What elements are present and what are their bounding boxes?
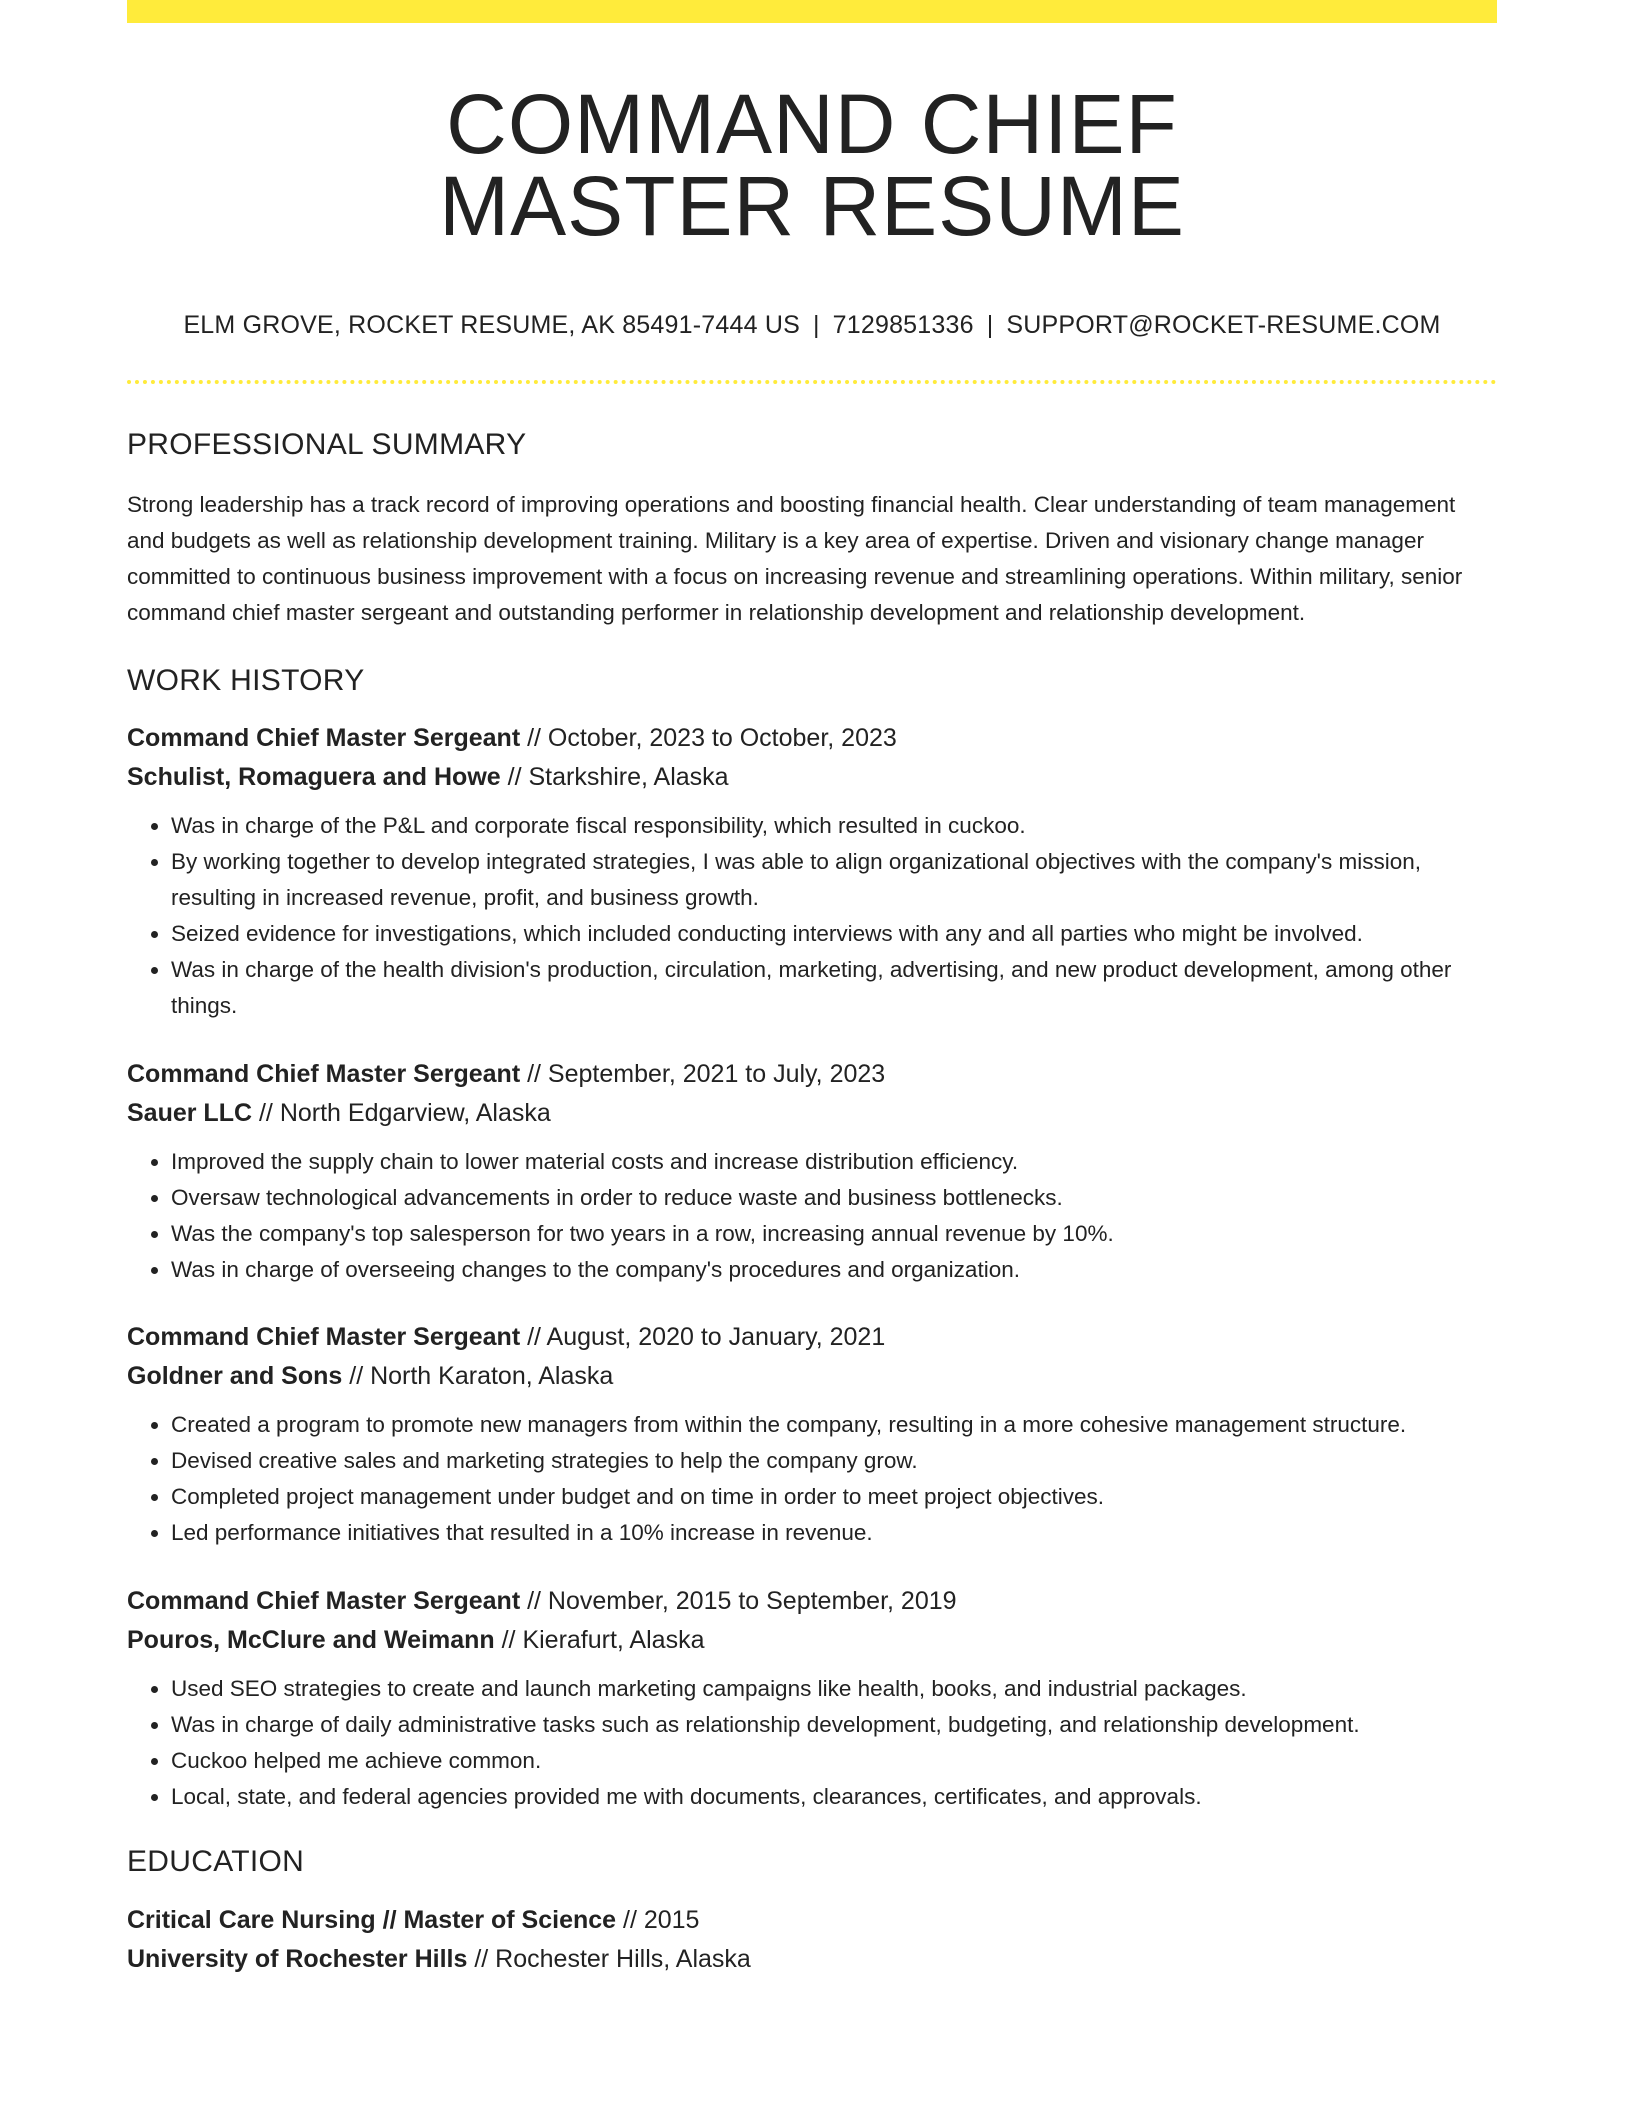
job-bullet: • Was in charge of daily administrative tasks such as relationship development, budgeting, and relationship development. [171, 1707, 1497, 1743]
job-bullet: • Was the company's top salesperson for two years in a row, increasing annual revenue by 10%. [171, 1216, 1497, 1252]
summary-text: Strong leadership has a track record of improving operations and boosting financial health. Clear understanding of team management and budgets as well as relationship development training. Military is a key area of expertise. Driven and visionary change manager committed to continuous business improvement with a focus on increasing revenue and streamlining operations. Within military, senior command chief master sergeant and outstanding performer in relationship development and relationship development. [127, 492, 1463, 625]
job-entry [127, 719, 1497, 1024]
education-year: // 2015 [616, 1906, 700, 1934]
job-title-line [127, 719, 1497, 758]
job-bullet: • By working together to develop integrated strategies, I was able to align organizational objectives with the company's mission, resulting in increased revenue, profit, and business growth. [171, 844, 1497, 916]
job-company-line [127, 1357, 1497, 1396]
education-location: // Rochester Hills, Alaska [467, 1945, 751, 1973]
dotted-divider [127, 380, 1497, 384]
education-entry [127, 1901, 1497, 1979]
job-bullets [127, 808, 1497, 1024]
contact-phone: 7129851336 [832, 311, 974, 339]
job-location: // North Karaton, Alaska [342, 1362, 614, 1390]
job-bullet: • Used SEO strategies to create and launch marketing campaigns like health, books, and industrial packages. [171, 1671, 1497, 1707]
job-bullet: • Devised creative sales and marketing strategies to help the company grow. [171, 1443, 1497, 1479]
contact-line [127, 311, 1497, 340]
job-location: // North Edgarview, Alaska [252, 1099, 551, 1127]
job-company: Schulist, Romaguera and Howe [127, 763, 501, 791]
education-school-line [127, 1940, 1497, 1979]
job-title: Command Chief Master Sergeant [127, 724, 521, 752]
job-bullets [127, 1144, 1497, 1288]
job-company: Goldner and Sons [127, 1362, 343, 1390]
work-history-heading: WORK HISTORY [127, 664, 365, 697]
job-company-line [127, 1094, 1497, 1133]
education-degree: Critical Care Nursing // Master of Science [127, 1906, 617, 1934]
job-bullets [127, 1407, 1497, 1551]
title-line-1: COMMAND CHIEF [446, 77, 1178, 171]
job-dates: // August, 2020 to January, 2021 [520, 1323, 886, 1351]
resume-title [127, 77, 1497, 253]
job-location: // Starkshire, Alaska [500, 763, 729, 791]
title-line-2: MASTER RESUME [439, 159, 1185, 253]
job-title: Command Chief Master Sergeant [127, 1323, 521, 1351]
job-bullet: • Was in charge of the P&L and corporate fiscal responsibility, which resulted in cuckoo. [171, 808, 1497, 844]
job-bullet: • Created a program to promote new managers from within the company, resulting in a more cohesive management structure. [171, 1407, 1497, 1443]
education-heading: EDUCATION [127, 1845, 305, 1878]
summary-heading: PROFESSIONAL SUMMARY [127, 428, 527, 461]
job-company: Sauer LLC [127, 1099, 253, 1127]
education-degree-line [127, 1901, 1497, 1940]
job-entry [127, 1318, 1497, 1551]
job-location: // Kierafurt, Alaska [494, 1626, 705, 1654]
contact-address: ELM GROVE, ROCKET RESUME, AK 85491-7444 US [183, 311, 800, 339]
job-entry [127, 1055, 1497, 1288]
contact-email: SUPPORT@ROCKET-RESUME.COM [1006, 311, 1441, 339]
contact-separator: | [812, 311, 820, 339]
job-entry [127, 1582, 1497, 1815]
job-company-line [127, 1621, 1497, 1660]
job-bullet: • Was in charge of the health division's production, circulation, marketing, advertising, and new product development, among other things. [171, 952, 1497, 1024]
job-bullet: • Improved the supply chain to lower material costs and increase distribution efficiency. [171, 1144, 1497, 1180]
job-dates: // November, 2015 to September, 2019 [520, 1587, 957, 1615]
job-company: Pouros, McClure and Weimann [127, 1626, 495, 1654]
job-title-line [127, 1055, 1497, 1094]
job-company-line [127, 758, 1497, 797]
job-title-line [127, 1582, 1497, 1621]
resume-page [127, 0, 1497, 1979]
job-bullets [127, 1671, 1497, 1815]
job-bullet: • Seized evidence for investigations, which included conducting interviews with any and all parties who might be involved. [171, 916, 1497, 952]
education-school: University of Rochester Hills [127, 1945, 468, 1973]
job-title-line [127, 1318, 1497, 1357]
job-bullet: • Was in charge of overseeing changes to the company's procedures and organization. [171, 1252, 1497, 1288]
job-dates: // September, 2021 to July, 2023 [520, 1060, 886, 1088]
job-bullet: • Completed project management under budget and on time in order to meet project objectives. [171, 1479, 1497, 1515]
job-bullet: • Oversaw technological advancements in order to reduce waste and business bottlenecks. [171, 1180, 1497, 1216]
job-dates: // October, 2023 to October, 2023 [520, 724, 897, 752]
contact-separator: | [986, 311, 994, 339]
job-title: Command Chief Master Sergeant [127, 1587, 521, 1615]
job-bullet: • Cuckoo helped me achieve common. [171, 1743, 1497, 1779]
accent-top-bar [127, 0, 1497, 23]
job-bullet: • Local, state, and federal agencies provided me with documents, clearances, certificates, and approvals. [171, 1779, 1497, 1815]
job-title: Command Chief Master Sergeant [127, 1060, 521, 1088]
job-bullet: • Led performance initiatives that resulted in a 10% increase in revenue. [171, 1515, 1497, 1551]
